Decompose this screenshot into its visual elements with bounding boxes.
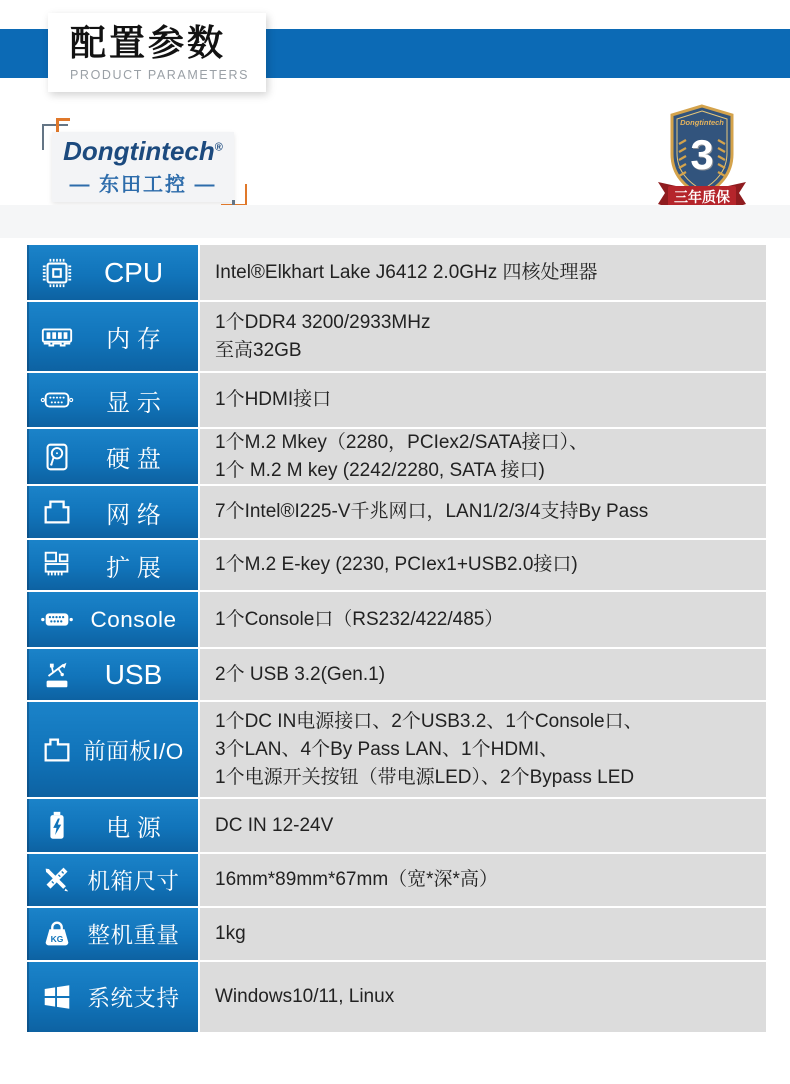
spec-value-cell <box>200 302 766 371</box>
spec-label: CPU <box>103 256 164 288</box>
spec-value-line: 1个DC IN电源接口、2个USB3.2、1个Console口、 <box>215 710 643 732</box>
spec-value-cell <box>200 486 766 538</box>
spec-row-expansion <box>27 540 766 590</box>
brand-logo <box>42 118 247 208</box>
spec-row-network <box>27 486 766 538</box>
spec-row-power <box>27 799 766 852</box>
spec-value-line: 2个 USB 3.2(Gen.1) <box>215 663 386 685</box>
spec-label: 网 络 <box>106 501 161 529</box>
spec-label-cell <box>27 373 198 427</box>
page-title: 配置参数 <box>70 22 227 64</box>
spec-label: USB <box>104 658 163 690</box>
spec-value-line: 1个M.2 E-key (2230, PCIex1+USB2.0接口) <box>215 554 578 575</box>
spec-label-cell <box>27 799 198 852</box>
spec-label: 显 示 <box>106 389 161 417</box>
spec-value-cell <box>200 592 766 647</box>
spec-value-line: 3个LAN、4个By Pass LAN、1个HDMI、 <box>215 738 559 760</box>
divider-band <box>0 205 790 238</box>
spec-label: 扩 展 <box>106 554 161 582</box>
logo-card <box>52 132 234 202</box>
spec-label-cell <box>27 245 198 300</box>
power-icon <box>39 808 75 844</box>
page-subtitle: PRODUCT PARAMETERS <box>70 67 250 82</box>
spec-row-weight <box>27 908 766 960</box>
spec-label-cell <box>27 962 198 1032</box>
spec-value-line: 1个M.2 Mkey（2280，PCIex2/SATA接口）、 <box>215 431 589 453</box>
spec-label-cell <box>27 649 198 700</box>
spec-label: Console <box>90 606 177 632</box>
logo-corner-bracket-orange <box>56 118 70 132</box>
spec-row-dimensions <box>27 854 766 906</box>
spec-value-line: 1个 M.2 M key (2242/2280, SATA 接口) <box>215 459 545 481</box>
spec-row-storage <box>27 429 766 484</box>
spec-row-display <box>27 373 766 427</box>
spec-value-line: 1个DDR4 3200/2933MHz <box>215 311 431 333</box>
svg-text:Dongtintech: Dongtintech <box>680 118 724 127</box>
spec-value-cell <box>200 702 766 797</box>
spec-value-line: 1个HDMI接口 <box>215 389 332 410</box>
spec-label: 系统支持 <box>87 986 180 1011</box>
logo-wordmark: Dongtintech® <box>63 135 223 166</box>
spec-value-line: 16mm*89mm*67mm（宽*深*高） <box>215 869 498 890</box>
front-panel-icon <box>39 732 75 768</box>
spec-value-cell <box>200 799 766 852</box>
badge-ribbon-text: 三年质保 <box>674 189 730 205</box>
spec-value-line: 至高32GB <box>215 339 302 361</box>
spec-value-line: 1kg <box>215 923 246 944</box>
spec-row-front-panel-io <box>27 702 766 797</box>
spec-value-cell <box>200 540 766 590</box>
usb-icon <box>39 657 75 693</box>
spec-label-cell <box>27 540 198 590</box>
spec-label: 硬 盘 <box>106 446 161 473</box>
spec-value-cell <box>200 373 766 427</box>
ram-icon <box>39 319 75 355</box>
spec-label-cell <box>27 486 198 538</box>
os-icon <box>39 979 75 1015</box>
warranty-badge <box>632 102 772 220</box>
display-icon <box>39 382 75 418</box>
spec-value-line: 7个Intel®I225-V千兆网口，LAN1/2/3/4支持By Pass <box>215 501 649 522</box>
spec-label: 前面板I/O <box>83 738 184 764</box>
spec-value-cell <box>200 962 766 1032</box>
spec-label-cell <box>27 854 198 906</box>
spec-value-line: DC IN 12-24V <box>215 814 334 836</box>
warranty-shield-icon <box>632 102 772 220</box>
spec-label: 电 源 <box>106 815 161 842</box>
spec-label-cell <box>27 429 198 484</box>
network-icon <box>39 494 75 530</box>
spec-value-line: Windows10/11, Linux <box>215 986 395 1007</box>
spec-value-cell <box>200 908 766 960</box>
badge-number: 3 <box>690 131 714 178</box>
spec-label: 内 存 <box>106 326 161 353</box>
console-icon <box>39 602 75 638</box>
spec-value-cell <box>200 429 766 484</box>
spec-value-cell <box>200 649 766 700</box>
spec-value-line: 1个电源开关按钮（带电源LED）、2个Bypass LED <box>215 766 635 788</box>
logo-chinese-name: — 东田工控 — <box>69 173 217 196</box>
spec-row-memory <box>27 302 766 371</box>
harddisk-icon <box>39 439 75 475</box>
cpu-icon <box>39 255 75 291</box>
weight-icon <box>39 916 75 952</box>
spec-value-line: 1个Console口（RS232/422/485） <box>215 608 504 630</box>
spec-value-line: Intel®Elkhart Lake J6412 2.0GHz 四核处理器 <box>215 261 598 283</box>
spec-table <box>27 245 766 1032</box>
spec-row-cpu <box>27 245 766 300</box>
expansion-icon <box>39 547 75 583</box>
spec-row-console <box>27 592 766 647</box>
spec-label: 机箱尺寸 <box>87 869 180 894</box>
svg-text:KG: KG <box>50 934 64 945</box>
spec-label-cell <box>27 908 198 960</box>
registered-mark: ® <box>214 140 223 153</box>
spec-value-cell <box>200 854 766 906</box>
spec-label: 整机重量 <box>87 923 180 948</box>
spec-label-cell <box>27 702 198 797</box>
section-title-card <box>48 13 266 92</box>
dimension-icon <box>39 862 75 898</box>
spec-value-cell <box>200 245 766 300</box>
spec-label-cell <box>27 592 198 647</box>
spec-label-cell <box>27 302 198 371</box>
spec-row-usb <box>27 649 766 700</box>
spec-row-os-support <box>27 962 766 1032</box>
